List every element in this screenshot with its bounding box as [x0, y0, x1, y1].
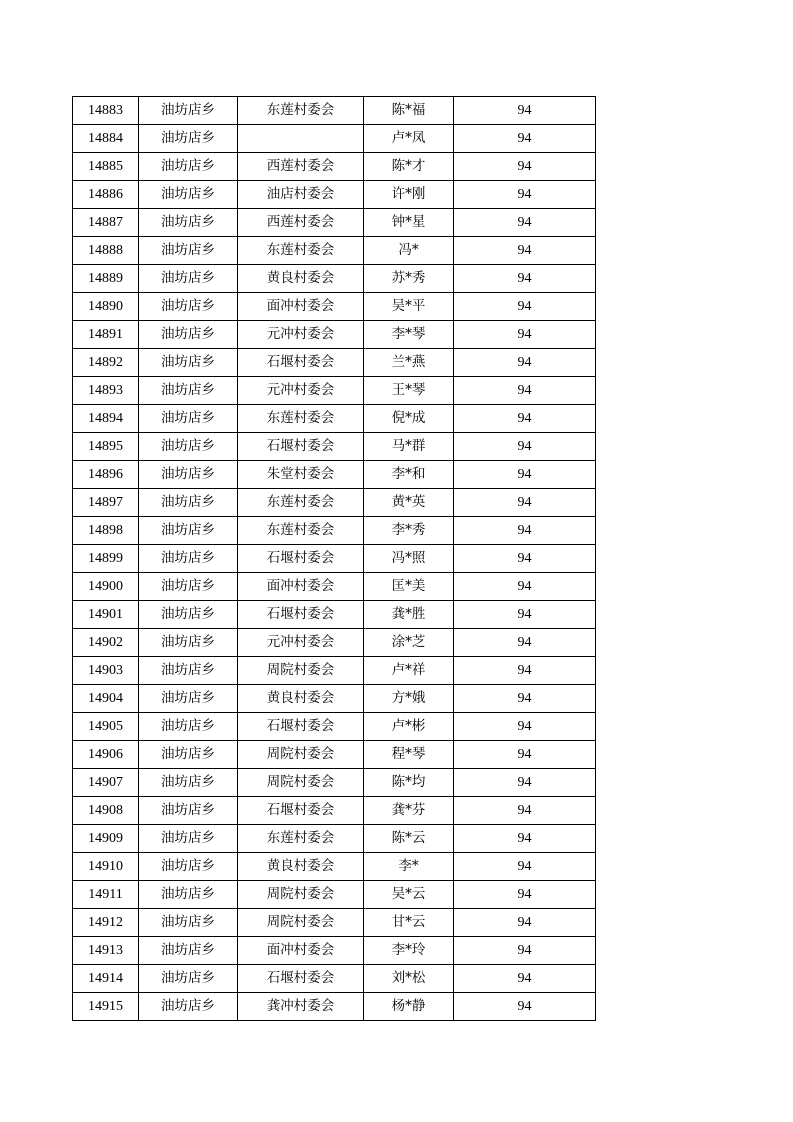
cell-village-committee: 石堰村委会 — [238, 965, 364, 993]
cell-village-committee — [238, 125, 364, 153]
cell-township: 油坊店乡 — [139, 881, 238, 909]
table-row — [73, 181, 596, 209]
cell-person-name: 王*琴 — [364, 377, 454, 405]
cell-score: 94 — [454, 993, 596, 1021]
cell-serial-number: 14914 — [73, 965, 139, 993]
cell-score: 94 — [454, 517, 596, 545]
table-row — [73, 657, 596, 685]
cell-township: 油坊店乡 — [139, 825, 238, 853]
table-row — [73, 965, 596, 993]
cell-township: 油坊店乡 — [139, 461, 238, 489]
cell-score: 94 — [454, 769, 596, 797]
cell-person-name: 陈*才 — [364, 153, 454, 181]
cell-serial-number: 14896 — [73, 461, 139, 489]
cell-serial-number: 14906 — [73, 741, 139, 769]
cell-village-committee: 周院村委会 — [238, 881, 364, 909]
table-row — [73, 517, 596, 545]
cell-person-name: 李*玲 — [364, 937, 454, 965]
cell-serial-number: 14915 — [73, 993, 139, 1021]
table-row — [73, 209, 596, 237]
cell-village-committee: 石堰村委会 — [238, 433, 364, 461]
cell-township: 油坊店乡 — [139, 433, 238, 461]
cell-score: 94 — [454, 545, 596, 573]
cell-score: 94 — [454, 573, 596, 601]
cell-serial-number: 14884 — [73, 125, 139, 153]
table-row — [73, 125, 596, 153]
cell-serial-number: 14909 — [73, 825, 139, 853]
cell-person-name: 马*群 — [364, 433, 454, 461]
cell-village-committee: 油店村委会 — [238, 181, 364, 209]
cell-score: 94 — [454, 741, 596, 769]
cell-village-committee: 黄良村委会 — [238, 685, 364, 713]
cell-serial-number: 14897 — [73, 489, 139, 517]
cell-serial-number: 14900 — [73, 573, 139, 601]
cell-score: 94 — [454, 125, 596, 153]
cell-person-name: 匡*美 — [364, 573, 454, 601]
cell-person-name: 钟*星 — [364, 209, 454, 237]
cell-township: 油坊店乡 — [139, 853, 238, 881]
cell-township: 油坊店乡 — [139, 769, 238, 797]
cell-serial-number: 14911 — [73, 881, 139, 909]
cell-serial-number: 14890 — [73, 293, 139, 321]
cell-score: 94 — [454, 405, 596, 433]
cell-township: 油坊店乡 — [139, 97, 238, 125]
cell-person-name: 杨*静 — [364, 993, 454, 1021]
table-row — [73, 769, 596, 797]
table-row — [73, 881, 596, 909]
cell-serial-number: 14895 — [73, 433, 139, 461]
cell-serial-number: 14885 — [73, 153, 139, 181]
cell-township: 油坊店乡 — [139, 125, 238, 153]
cell-village-committee: 元冲村委会 — [238, 321, 364, 349]
cell-score: 94 — [454, 377, 596, 405]
cell-township: 油坊店乡 — [139, 657, 238, 685]
table-row — [73, 993, 596, 1021]
data-sheet — [72, 96, 595, 1021]
table-row — [73, 629, 596, 657]
cell-score: 94 — [454, 937, 596, 965]
cell-township: 油坊店乡 — [139, 965, 238, 993]
table-row — [73, 713, 596, 741]
cell-village-committee: 东莲村委会 — [238, 825, 364, 853]
cell-village-committee: 周院村委会 — [238, 741, 364, 769]
cell-township: 油坊店乡 — [139, 741, 238, 769]
cell-village-committee: 石堰村委会 — [238, 601, 364, 629]
cell-score: 94 — [454, 685, 596, 713]
table-row — [73, 461, 596, 489]
cell-township: 油坊店乡 — [139, 797, 238, 825]
cell-serial-number: 14893 — [73, 377, 139, 405]
cell-village-committee: 石堰村委会 — [238, 545, 364, 573]
cell-score: 94 — [454, 265, 596, 293]
cell-person-name: 苏*秀 — [364, 265, 454, 293]
cell-person-name: 方*娥 — [364, 685, 454, 713]
cell-person-name: 龚*胜 — [364, 601, 454, 629]
cell-township: 油坊店乡 — [139, 685, 238, 713]
cell-score: 94 — [454, 321, 596, 349]
cell-serial-number: 14899 — [73, 545, 139, 573]
cell-person-name: 李*和 — [364, 461, 454, 489]
cell-person-name: 程*琴 — [364, 741, 454, 769]
cell-score: 94 — [454, 349, 596, 377]
data-table — [72, 96, 596, 1021]
table-row — [73, 153, 596, 181]
cell-township: 油坊店乡 — [139, 321, 238, 349]
cell-township: 油坊店乡 — [139, 349, 238, 377]
cell-serial-number: 14887 — [73, 209, 139, 237]
table-row — [73, 573, 596, 601]
table-row — [73, 349, 596, 377]
cell-serial-number: 14904 — [73, 685, 139, 713]
cell-village-committee: 东莲村委会 — [238, 237, 364, 265]
cell-person-name: 李*秀 — [364, 517, 454, 545]
cell-score: 94 — [454, 629, 596, 657]
cell-score: 94 — [454, 657, 596, 685]
cell-score: 94 — [454, 237, 596, 265]
cell-township: 油坊店乡 — [139, 545, 238, 573]
table-row — [73, 377, 596, 405]
cell-village-committee: 东莲村委会 — [238, 489, 364, 517]
cell-score: 94 — [454, 881, 596, 909]
cell-township: 油坊店乡 — [139, 377, 238, 405]
table-row — [73, 937, 596, 965]
cell-serial-number: 14886 — [73, 181, 139, 209]
cell-village-committee: 石堰村委会 — [238, 713, 364, 741]
cell-township: 油坊店乡 — [139, 937, 238, 965]
cell-score: 94 — [454, 601, 596, 629]
cell-person-name: 陈*福 — [364, 97, 454, 125]
cell-person-name: 吴*云 — [364, 881, 454, 909]
cell-serial-number: 14891 — [73, 321, 139, 349]
cell-village-committee: 面冲村委会 — [238, 293, 364, 321]
cell-serial-number: 14905 — [73, 713, 139, 741]
cell-township: 油坊店乡 — [139, 265, 238, 293]
table-row — [73, 489, 596, 517]
cell-score: 94 — [454, 825, 596, 853]
table-body — [73, 97, 596, 1021]
cell-person-name: 冯*照 — [364, 545, 454, 573]
cell-village-committee: 西莲村委会 — [238, 153, 364, 181]
table-row — [73, 97, 596, 125]
cell-village-committee: 龚冲村委会 — [238, 993, 364, 1021]
cell-person-name: 吴*平 — [364, 293, 454, 321]
cell-township: 油坊店乡 — [139, 601, 238, 629]
cell-person-name: 龚*芬 — [364, 797, 454, 825]
cell-serial-number: 14913 — [73, 937, 139, 965]
cell-serial-number: 14901 — [73, 601, 139, 629]
table-row — [73, 853, 596, 881]
cell-village-committee: 周院村委会 — [238, 769, 364, 797]
cell-score: 94 — [454, 797, 596, 825]
cell-township: 油坊店乡 — [139, 181, 238, 209]
cell-person-name: 倪*成 — [364, 405, 454, 433]
cell-score: 94 — [454, 853, 596, 881]
cell-serial-number: 14908 — [73, 797, 139, 825]
cell-serial-number: 14892 — [73, 349, 139, 377]
cell-township: 油坊店乡 — [139, 517, 238, 545]
cell-score: 94 — [454, 97, 596, 125]
cell-person-name: 卢*凤 — [364, 125, 454, 153]
cell-person-name: 冯* — [364, 237, 454, 265]
cell-village-committee: 东莲村委会 — [238, 517, 364, 545]
cell-serial-number: 14912 — [73, 909, 139, 937]
cell-score: 94 — [454, 293, 596, 321]
cell-village-committee: 东莲村委会 — [238, 405, 364, 433]
cell-township: 油坊店乡 — [139, 293, 238, 321]
table-row — [73, 321, 596, 349]
cell-person-name: 黄*英 — [364, 489, 454, 517]
cell-village-committee: 黄良村委会 — [238, 265, 364, 293]
table-row — [73, 545, 596, 573]
cell-village-committee: 西莲村委会 — [238, 209, 364, 237]
cell-score: 94 — [454, 489, 596, 517]
cell-township: 油坊店乡 — [139, 489, 238, 517]
cell-score: 94 — [454, 181, 596, 209]
cell-person-name: 陈*均 — [364, 769, 454, 797]
cell-township: 油坊店乡 — [139, 209, 238, 237]
cell-score: 94 — [454, 965, 596, 993]
cell-township: 油坊店乡 — [139, 153, 238, 181]
cell-township: 油坊店乡 — [139, 237, 238, 265]
table-row — [73, 237, 596, 265]
cell-score: 94 — [454, 433, 596, 461]
cell-village-committee: 元冲村委会 — [238, 377, 364, 405]
cell-person-name: 甘*云 — [364, 909, 454, 937]
table-row — [73, 797, 596, 825]
table-row — [73, 601, 596, 629]
cell-person-name: 李* — [364, 853, 454, 881]
cell-person-name: 陈*云 — [364, 825, 454, 853]
cell-village-committee: 黄良村委会 — [238, 853, 364, 881]
table-row — [73, 405, 596, 433]
cell-township: 油坊店乡 — [139, 993, 238, 1021]
cell-serial-number: 14888 — [73, 237, 139, 265]
cell-score: 94 — [454, 909, 596, 937]
cell-township: 油坊店乡 — [139, 405, 238, 433]
cell-serial-number: 14898 — [73, 517, 139, 545]
cell-serial-number: 14889 — [73, 265, 139, 293]
cell-township: 油坊店乡 — [139, 629, 238, 657]
cell-village-committee: 周院村委会 — [238, 657, 364, 685]
cell-serial-number: 14902 — [73, 629, 139, 657]
table-row — [73, 825, 596, 853]
cell-village-committee: 朱堂村委会 — [238, 461, 364, 489]
cell-serial-number: 14903 — [73, 657, 139, 685]
cell-score: 94 — [454, 153, 596, 181]
cell-village-committee: 面冲村委会 — [238, 937, 364, 965]
cell-score: 94 — [454, 713, 596, 741]
cell-person-name: 卢*彬 — [364, 713, 454, 741]
cell-serial-number: 14883 — [73, 97, 139, 125]
cell-person-name: 涂*芝 — [364, 629, 454, 657]
cell-person-name: 李*琴 — [364, 321, 454, 349]
table-row — [73, 265, 596, 293]
cell-serial-number: 14907 — [73, 769, 139, 797]
cell-village-committee: 元冲村委会 — [238, 629, 364, 657]
table-row — [73, 685, 596, 713]
cell-township: 油坊店乡 — [139, 573, 238, 601]
cell-person-name: 刘*松 — [364, 965, 454, 993]
cell-person-name: 许*刚 — [364, 181, 454, 209]
cell-village-committee: 面冲村委会 — [238, 573, 364, 601]
cell-score: 94 — [454, 209, 596, 237]
cell-village-committee: 周院村委会 — [238, 909, 364, 937]
cell-village-committee: 东莲村委会 — [238, 97, 364, 125]
table-row — [73, 433, 596, 461]
table-row — [73, 741, 596, 769]
cell-township: 油坊店乡 — [139, 713, 238, 741]
cell-village-committee: 石堰村委会 — [238, 797, 364, 825]
cell-serial-number: 14910 — [73, 853, 139, 881]
cell-serial-number: 14894 — [73, 405, 139, 433]
table-row — [73, 909, 596, 937]
cell-person-name: 卢*祥 — [364, 657, 454, 685]
cell-person-name: 兰*燕 — [364, 349, 454, 377]
table-row — [73, 293, 596, 321]
cell-township: 油坊店乡 — [139, 909, 238, 937]
cell-score: 94 — [454, 461, 596, 489]
cell-village-committee: 石堰村委会 — [238, 349, 364, 377]
